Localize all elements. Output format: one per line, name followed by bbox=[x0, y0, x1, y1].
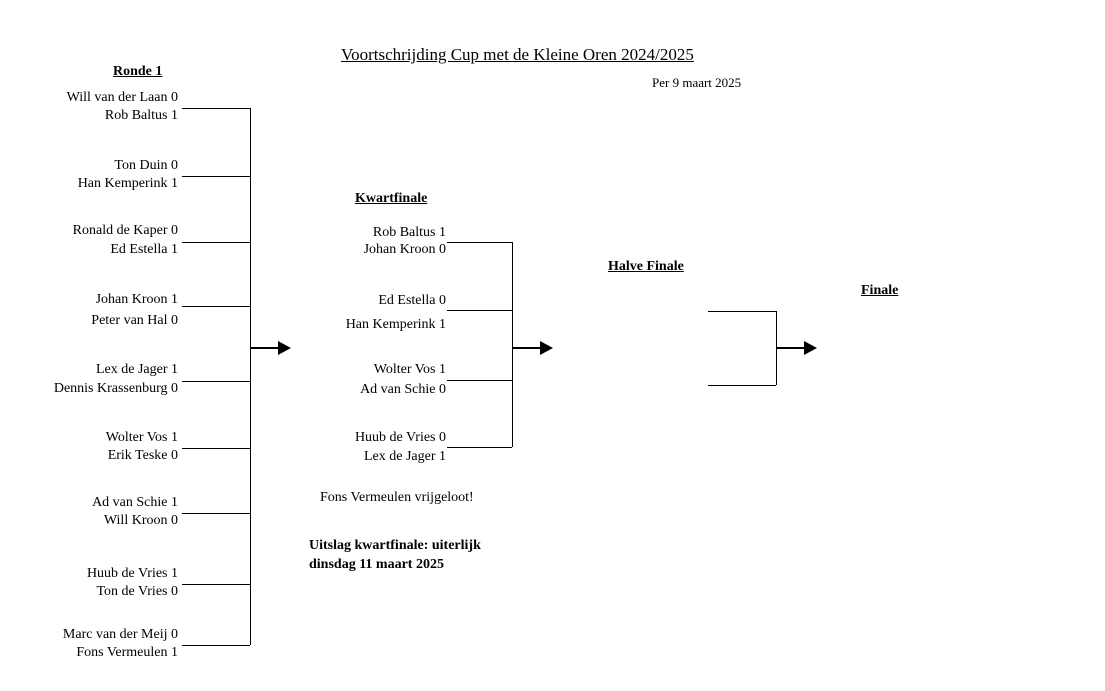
bracket-line bbox=[182, 584, 250, 585]
list-item: Lex de Jager 1 bbox=[363, 449, 446, 464]
bracket-line bbox=[182, 513, 250, 514]
round-heading-halve-finale: Halve Finale bbox=[608, 259, 684, 274]
list-item: Rob Baltus 1 bbox=[104, 108, 178, 123]
list-item: Will Kroon 0 bbox=[103, 513, 178, 528]
bracket-line bbox=[182, 176, 250, 177]
list-item: Fons Vermeulen 1 bbox=[76, 645, 178, 660]
list-item: Huub de Vries 1 bbox=[86, 566, 178, 581]
list-item: Ton de Vries 0 bbox=[96, 584, 178, 599]
list-item: Will van der Laan 0 bbox=[66, 90, 178, 105]
bracket-line bbox=[182, 108, 250, 109]
bracket-line bbox=[182, 242, 250, 243]
bracket-line bbox=[182, 448, 250, 449]
bracket-line bbox=[250, 108, 251, 645]
bracket-arrow-qf-to-sf bbox=[540, 341, 553, 355]
list-item: Rob Baltus 1 bbox=[372, 225, 446, 240]
bye-note: Fons Vermeulen vrijgeloot! bbox=[320, 490, 474, 505]
bracket-arrow-sf-to-final bbox=[804, 341, 817, 355]
list-item: Wolter Vos 1 bbox=[105, 430, 178, 445]
list-item: Han Kemperink 1 bbox=[345, 317, 446, 332]
list-item: Wolter Vos 1 bbox=[373, 362, 446, 377]
list-item: Marc van der Meij 0 bbox=[62, 627, 178, 642]
bracket-line bbox=[708, 311, 776, 312]
bracket-line bbox=[182, 306, 250, 307]
page-subtitle: Per 9 maart 2025 bbox=[652, 75, 742, 90]
list-item: Peter van Hal 0 bbox=[91, 313, 178, 328]
list-item: Dennis Krassenburg 0 bbox=[53, 381, 178, 396]
bracket-arrow-stem-sf bbox=[776, 347, 806, 349]
bracket-arrow-stem-qf bbox=[512, 347, 542, 349]
list-item: Huub de Vries 0 bbox=[354, 430, 446, 445]
round-heading-ronde-1: Ronde 1 bbox=[113, 64, 163, 79]
page-title: Voortschrijding Cup met de Kleine Oren 2024/2025 bbox=[341, 45, 694, 64]
list-item: Ed Estella 1 bbox=[110, 242, 178, 257]
bracket-line bbox=[708, 385, 776, 386]
list-item: Johan Kroon 1 bbox=[95, 292, 178, 307]
deadline-note-line1: Uitslag kwartfinale: uiterlijk bbox=[309, 538, 481, 553]
bracket-line bbox=[447, 310, 512, 311]
list-item: Ed Estella 0 bbox=[378, 293, 446, 308]
list-item: Ad van Schie 0 bbox=[360, 382, 446, 397]
deadline-note-line2: dinsdag 11 maart 2025 bbox=[309, 557, 444, 572]
bracket-line bbox=[447, 447, 512, 448]
bracket-line bbox=[447, 242, 512, 243]
list-item: Ton Duin 0 bbox=[114, 158, 178, 173]
bracket-arrow-r1-to-qf bbox=[278, 341, 291, 355]
list-item: Johan Kroon 0 bbox=[363, 242, 446, 257]
round-heading-finale: Finale bbox=[861, 283, 899, 298]
list-item: Ad van Schie 1 bbox=[92, 495, 178, 510]
list-item: Erik Teske 0 bbox=[107, 448, 178, 463]
round-heading-kwartfinale: Kwartfinale bbox=[355, 191, 428, 206]
bracket-arrow-stem-r1 bbox=[250, 347, 280, 349]
bracket-line bbox=[447, 380, 512, 381]
list-item: Lex de Jager 1 bbox=[95, 362, 178, 377]
list-item: Han Kemperink 1 bbox=[77, 176, 178, 191]
bracket-line bbox=[182, 381, 250, 382]
bracket-line bbox=[512, 242, 513, 447]
bracket-line bbox=[182, 645, 250, 646]
list-item: Ronald de Kaper 0 bbox=[72, 223, 178, 238]
